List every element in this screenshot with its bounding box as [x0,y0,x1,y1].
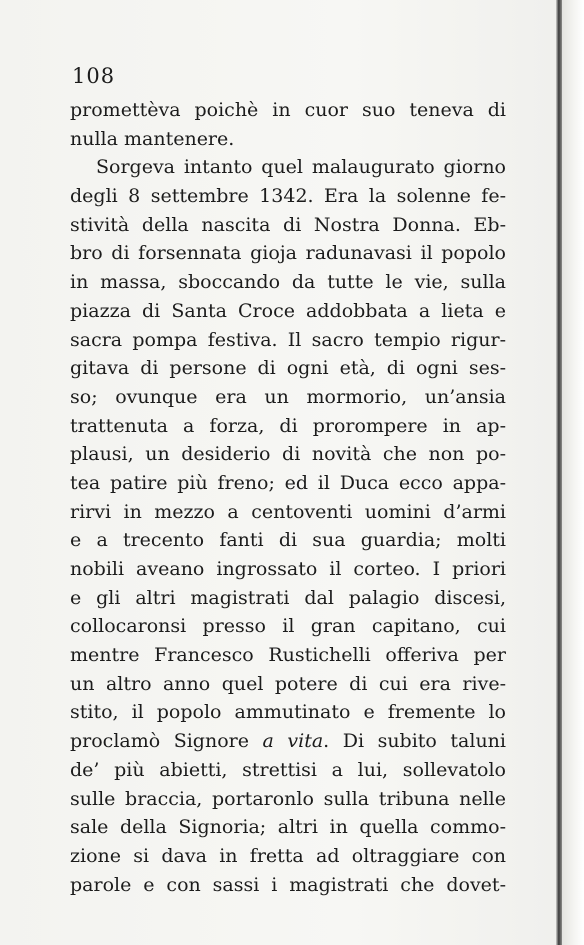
text-line: mentre Francesco Rustichelli offeriva per [70,644,506,667]
text-line: stività della nascita di Nostra Donna. Eb- [70,213,506,236]
text-line: bro di forsennata gioja radunavasi il popolo [70,242,506,265]
text-line: collocaronsi presso il gran capitano, cui [70,615,506,638]
text-line: proclamò Signore a vita. Di subito taluni [70,730,506,753]
text-line: rirvi in mezzo a centoventi uomini d’armi [70,500,506,523]
body-text [70,96,506,899]
text-line: piazza di Santa Croce addobbata a lieta e [70,299,506,322]
text-line: so; ovunque era un mormorio, un’ansia [70,385,506,408]
text-line: nobili aveano ingrossato il corteo. I priori [70,558,506,580]
text-line: parole e con sassi i magistrati che dovet- [70,873,506,896]
page-edge-strip [562,0,584,945]
text-line: e gli altri magistrati dal palagio discesi, [70,586,506,609]
text-line: zione si dava in fretta ad oltraggiare con [70,844,506,867]
text-line: Sorgeva intanto quel malaugurato giorno [96,156,506,179]
italic-phrase: a vita [262,730,324,753]
text-line: plausi, un desiderio di novità che non po- [70,443,506,466]
text-line: un altro anno quel potere di cui era rive- [70,672,506,695]
text-line: sulle braccia, portaronlo sulla tribuna nelle [70,787,506,810]
text-line: nulla mantenere. [70,127,235,150]
text-line: gitava di persone di ogni età, di ogni ses- [70,357,506,380]
text-line: stito, il popolo ammutinato e fremente lo [70,701,506,724]
text-line: sale della Signoria; altri in quella commo- [70,816,506,839]
text-line: degli 8 settembre 1342. Era la solenne fe- [70,185,506,208]
text-line: de’ più abietti, strettisi a lui, sollevatolo [70,758,506,781]
page-number: 108 [72,64,116,88]
text-line: in massa, sboccando da tutte le vie, sulla [70,271,506,294]
text-line: sacra pompa festiva. Il sacro tempio rigur- [70,328,506,351]
text-line: promettèva poichè in cuor suo teneva di [70,99,506,121]
text-line: e a trecento fanti di sua guardia; molti [70,529,506,552]
text-line: trattenuta a forza, di prorompere in ap- [70,414,506,437]
text-line: tea patire più freno; ed il Duca ecco appa- [70,471,506,494]
